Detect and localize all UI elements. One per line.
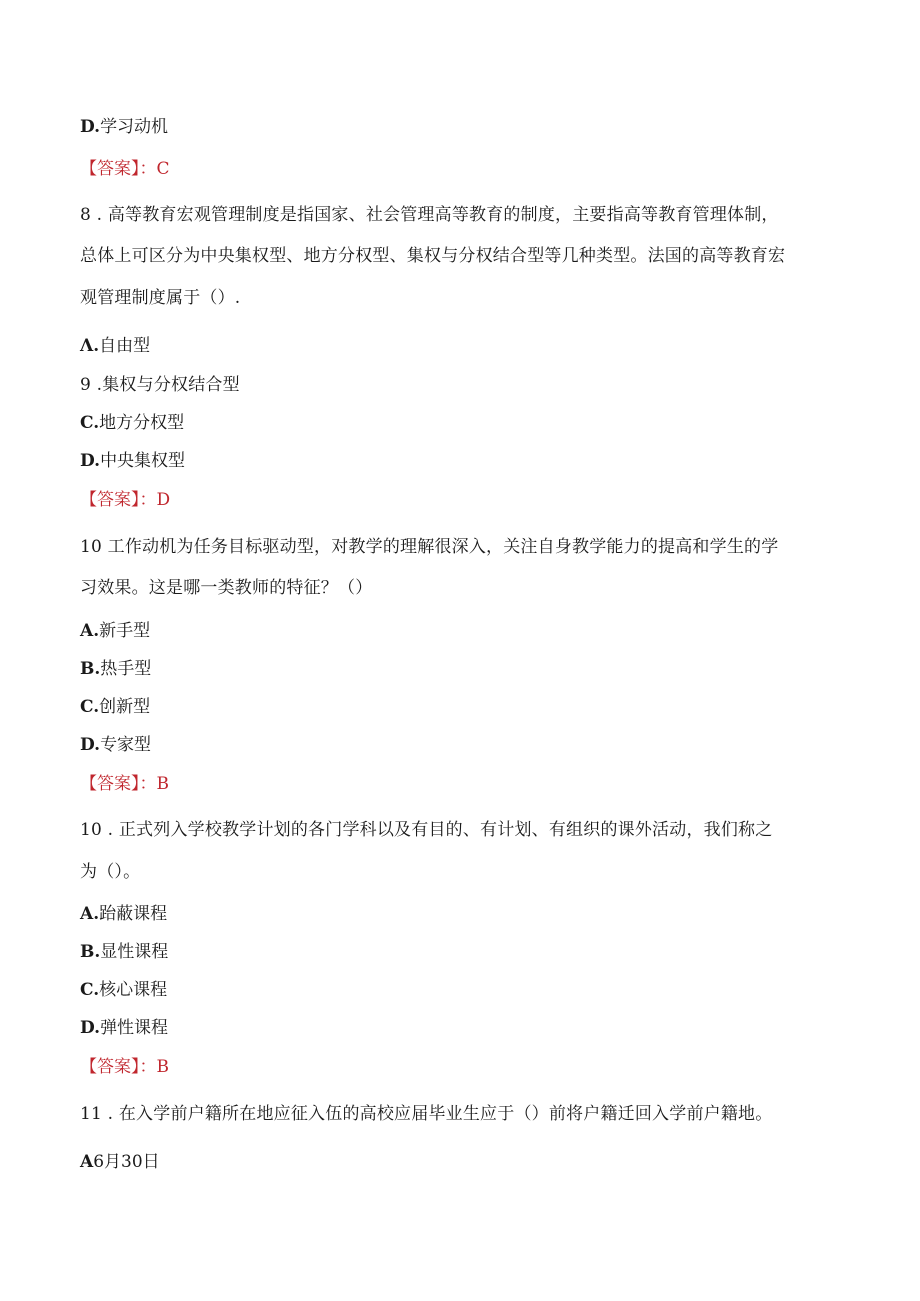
- option-letter: D.: [80, 451, 101, 471]
- option-text: 热手型: [100, 659, 152, 679]
- option-line: [80, 980, 167, 1000]
- question-line: 10 工作动机为任务目标驱动型，对教学的理解很深入，关注自身教学能力的提高和学生的学: [80, 537, 779, 557]
- option-text: 跆蔽课程: [99, 904, 168, 924]
- option-text: 自由型: [99, 336, 151, 356]
- question-line: 为（）。: [80, 862, 141, 882]
- answer-line: [80, 490, 170, 510]
- option-letter: D.: [80, 117, 101, 137]
- answer-line: [80, 159, 170, 179]
- question-line: 9 .集权与分权结合型: [80, 375, 240, 395]
- option-text: 创新型: [99, 697, 151, 717]
- option-text: 6月30日: [93, 1152, 160, 1172]
- option-text: 新手型: [99, 621, 151, 641]
- option-letter: B.: [80, 659, 101, 679]
- answer-line: [80, 774, 169, 794]
- option-line: [80, 413, 184, 433]
- option-letter: D.: [80, 1018, 101, 1038]
- option-line: [80, 735, 151, 755]
- option-letter: A.: [80, 621, 100, 641]
- option-line: [80, 336, 150, 356]
- option-text: 显性课程: [100, 942, 169, 962]
- option-letter: C.: [80, 413, 100, 433]
- option-text: 弹性课程: [100, 1018, 169, 1038]
- option-line: [80, 904, 167, 924]
- option-letter: A: [80, 1152, 94, 1172]
- answer-line: [80, 1057, 169, 1077]
- option-line: [80, 117, 168, 137]
- option-text: 中央集权型: [100, 451, 186, 471]
- option-letter: A.: [80, 904, 100, 924]
- option-text: 核心课程: [99, 980, 168, 1000]
- option-letter: B.: [80, 942, 101, 962]
- option-line: [80, 697, 150, 717]
- answer-text: 【答案】：C: [80, 159, 170, 179]
- option-line: [80, 621, 150, 641]
- option-text: 专家型: [100, 735, 152, 755]
- option-line: [80, 942, 168, 962]
- answer-text: 【答案】：B: [80, 1057, 169, 1077]
- option-letter: C.: [80, 980, 100, 1000]
- option-line: [80, 659, 151, 679]
- question-line: 观管理制度属于（）.: [80, 288, 241, 308]
- option-letter: Λ.: [80, 336, 100, 356]
- option-line: [80, 451, 185, 471]
- option-text: 地方分权型: [99, 413, 185, 433]
- option-letter: D.: [80, 735, 101, 755]
- option-letter: C.: [80, 697, 100, 717]
- answer-text: 【答案】：B: [80, 774, 169, 794]
- option-text: 学习动机: [100, 117, 169, 137]
- question-line: 习效果。这是哪一类教师的特征？（）: [80, 578, 373, 598]
- option-line: [80, 1152, 160, 1172]
- answer-text: 【答案】：D: [80, 490, 171, 510]
- question-line: 8 . 高等教育宏观管理制度是指国家、社会管理高等教育的制度，主要指高等教育管理体制，: [80, 205, 779, 225]
- option-line: [80, 1018, 168, 1038]
- question-line: 10 . 正式列入学校教学计划的各门学科以及有目的、有计划、有组织的课外活动，我们称之: [80, 820, 773, 840]
- question-line: 总体上可区分为中央集权型、地方分权型、集权与分权结合型等几种类型。法国的高等教育宏: [80, 246, 786, 266]
- question-line: 11 . 在入学前户籍所在地应征入伍的高校应届毕业生应于（）前将户籍迁回入学前户籍地。: [80, 1104, 773, 1124]
